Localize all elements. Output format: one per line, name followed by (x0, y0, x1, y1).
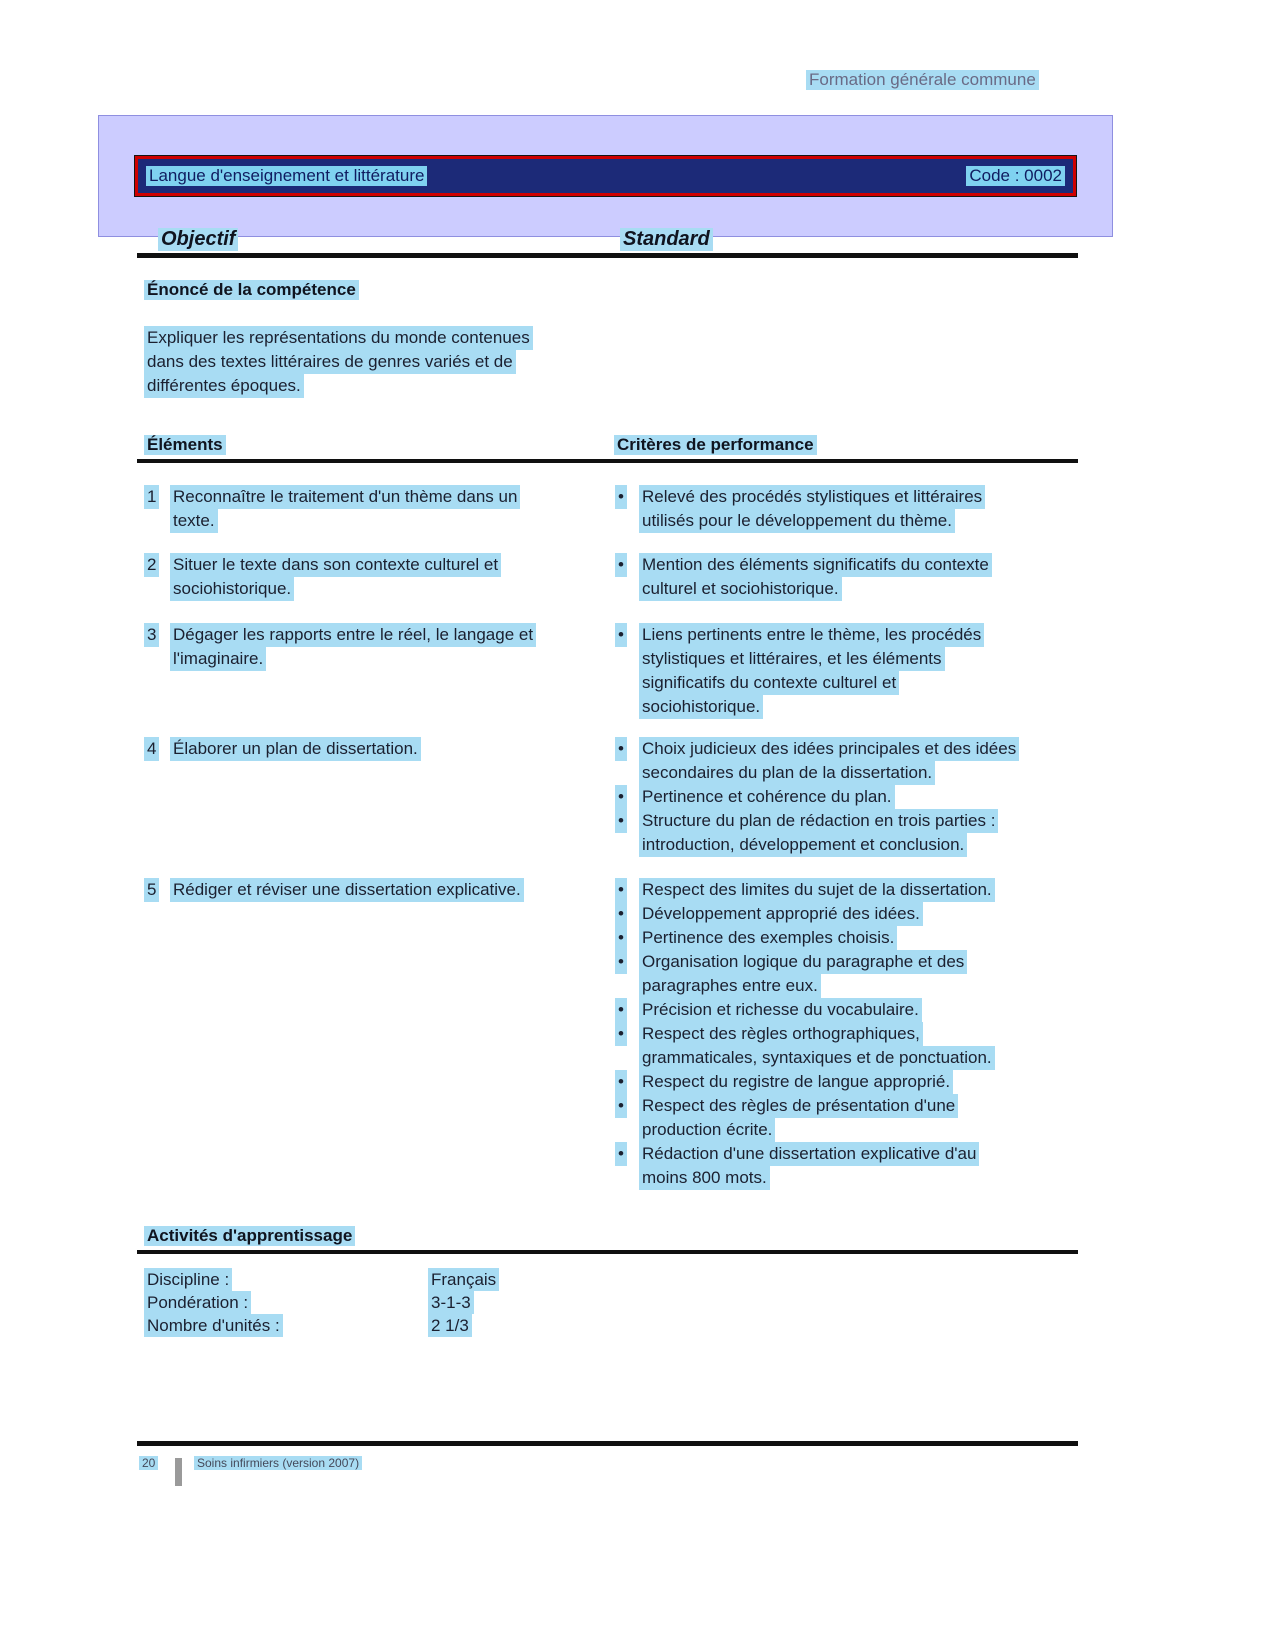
info-value: Français (428, 1268, 499, 1291)
element-number: 1 (144, 485, 170, 509)
table-row (137, 553, 1078, 601)
element-number: 5 (144, 878, 170, 902)
horizontal-rule-top (137, 253, 1078, 258)
criterion-line: secondaires du plan de la dissertation. (639, 761, 935, 785)
criterion (615, 1070, 1078, 1094)
element-text-line: sociohistorique. (170, 577, 294, 601)
criterion (615, 1022, 1078, 1070)
criterion-line: moins 800 mots. (639, 1166, 770, 1190)
element-cell (137, 553, 607, 601)
bullet-icon: • (615, 809, 639, 833)
criterion (615, 1094, 1078, 1142)
bullet-icon: • (615, 553, 639, 577)
bullet-icon: • (615, 902, 639, 926)
bullet-icon: • (615, 1070, 639, 1094)
criterion-line: introduction, développement et conclusion. (639, 833, 967, 857)
table-row (137, 623, 1078, 719)
criterion (615, 926, 1078, 950)
info-row (144, 1291, 499, 1314)
footer-text: Soins infirmiers (version 2007) (194, 1456, 362, 1470)
footer-page-number: 20 (139, 1456, 158, 1470)
criterion-line: Respect des règles de présentation d'une (639, 1094, 958, 1118)
element-number: 2 (144, 553, 170, 577)
competence-line: Expliquer les représentations du monde contenues (144, 326, 533, 350)
table-row (137, 737, 1078, 857)
element-cell (137, 878, 607, 1190)
bullet-icon: • (615, 785, 639, 809)
criterion-line: Respect des règles orthographiques, (639, 1022, 923, 1046)
horizontal-rule-table (137, 459, 1078, 463)
criterion-line: Pertinence et cohérence du plan. (639, 785, 895, 809)
competence-line: différentes époques. (144, 374, 304, 398)
criterion-line: Rédaction d'une dissertation explicative d'au (639, 1142, 979, 1166)
element-text-line: Élaborer un plan de dissertation. (170, 737, 421, 761)
criterion-line: Organisation logique du paragraphe et des (639, 950, 967, 974)
criteria-cell (615, 737, 1078, 857)
criterion (615, 950, 1078, 998)
criterion (615, 623, 1078, 719)
criteria-cell (615, 553, 1078, 601)
competence-line: dans des textes littéraires de genres variés et de (144, 350, 516, 374)
criterion-line: Respect du registre de langue approprié. (639, 1070, 953, 1094)
criteria-cell (615, 623, 1078, 719)
element-cell (137, 485, 607, 533)
bullet-icon: • (615, 1022, 639, 1046)
criterion (615, 737, 1078, 785)
course-title-bar (135, 156, 1076, 196)
criterion-line: significatifs du contexte culturel et (639, 671, 899, 695)
element-number: 3 (144, 623, 170, 647)
criterion-line: grammaticales, syntaxiques et de ponctuation. (639, 1046, 995, 1070)
info-label: Discipline : (144, 1268, 428, 1291)
criterion-line: Structure du plan de rédaction en trois parties : (639, 809, 998, 833)
criterion (615, 878, 1078, 902)
criterion-line: Précision et richesse du vocabulaire. (639, 998, 922, 1022)
bullet-icon: • (615, 737, 639, 761)
table-header-elements: Éléments (144, 435, 226, 455)
course-title: Langue d'enseignement et littérature (146, 166, 427, 186)
activites-info-table (144, 1268, 499, 1337)
bullet-icon: • (615, 926, 639, 950)
bullet-icon: • (615, 1142, 639, 1166)
criterion-line: Respect des limites du sujet de la dissertation. (639, 878, 995, 902)
criteria-cell (615, 878, 1078, 1190)
criterion-line: Pertinence des exemples choisis. (639, 926, 897, 950)
criterion-line: culturel et sociohistorique. (639, 577, 842, 601)
criterion (615, 902, 1078, 926)
column-heading-standard: Standard (620, 228, 713, 251)
bullet-icon: • (615, 950, 639, 974)
top-label (806, 70, 1039, 90)
element-number: 4 (144, 737, 170, 761)
criterion-line: Choix judicieux des idées principales et des idées (639, 737, 1019, 761)
bullet-icon: • (615, 998, 639, 1022)
criterion-line: stylistiques et littéraires, et les éléments (639, 647, 945, 671)
table-row (137, 878, 1078, 1190)
criterion (615, 553, 1078, 601)
info-value: 2 1/3 (428, 1314, 472, 1337)
elements-criteria-table (137, 480, 1078, 1190)
criteria-cell (615, 485, 1078, 533)
horizontal-rule-footer (137, 1441, 1078, 1446)
criterion-line: sociohistorique. (639, 695, 763, 719)
paragraph-marker (175, 1458, 182, 1486)
bullet-icon: • (615, 623, 639, 647)
element-text-line: Dégager les rapports entre le réel, le langage et (170, 623, 536, 647)
info-value: 3-1-3 (428, 1291, 474, 1314)
info-row (144, 1268, 499, 1291)
criterion (615, 998, 1078, 1022)
bullet-icon: • (615, 485, 639, 509)
element-cell (137, 737, 607, 857)
info-label: Nombre d'unités : (144, 1314, 428, 1337)
criterion-line: Mention des éléments significatifs du contexte (639, 553, 992, 577)
top-label-text: Formation générale commune (806, 70, 1039, 90)
criterion (615, 1142, 1078, 1190)
competence-statement (144, 326, 533, 398)
section-heading-activites: Activités d'apprentissage (144, 1226, 355, 1246)
column-heading-objectif: Objectif (158, 228, 238, 251)
table-row (137, 485, 1078, 533)
criterion-line: paragraphes entre eux. (639, 974, 821, 998)
criterion-line: Développement approprié des idées. (639, 902, 923, 926)
element-text-line: Situer le texte dans son contexte culturel et (170, 553, 501, 577)
course-code: Code : 0002 (966, 166, 1065, 186)
element-text-line: Rédiger et réviser une dissertation explicative. (170, 878, 524, 902)
criterion-line: production écrite. (639, 1118, 775, 1142)
element-text-line: Reconnaître le traitement d'un thème dans un (170, 485, 520, 509)
horizontal-rule-activites (137, 1250, 1078, 1254)
criterion (615, 809, 1078, 857)
element-cell (137, 623, 607, 719)
criterion (615, 485, 1078, 533)
title-box (98, 115, 1113, 237)
criterion-line: Relevé des procédés stylistiques et littéraires (639, 485, 985, 509)
info-label: Pondération : (144, 1291, 428, 1314)
section-heading-competence: Énoncé de la compétence (144, 280, 359, 300)
info-row (144, 1314, 499, 1337)
bullet-icon: • (615, 1094, 639, 1118)
criterion-line: utilisés pour le développement du thème. (639, 509, 955, 533)
element-text-line: l'imaginaire. (170, 647, 266, 671)
criterion-line: Liens pertinents entre le thème, les procédés (639, 623, 984, 647)
table-header-criteres: Critères de performance (614, 435, 817, 455)
element-text-line: texte. (170, 509, 218, 533)
criterion (615, 785, 1078, 809)
bullet-icon: • (615, 878, 639, 902)
